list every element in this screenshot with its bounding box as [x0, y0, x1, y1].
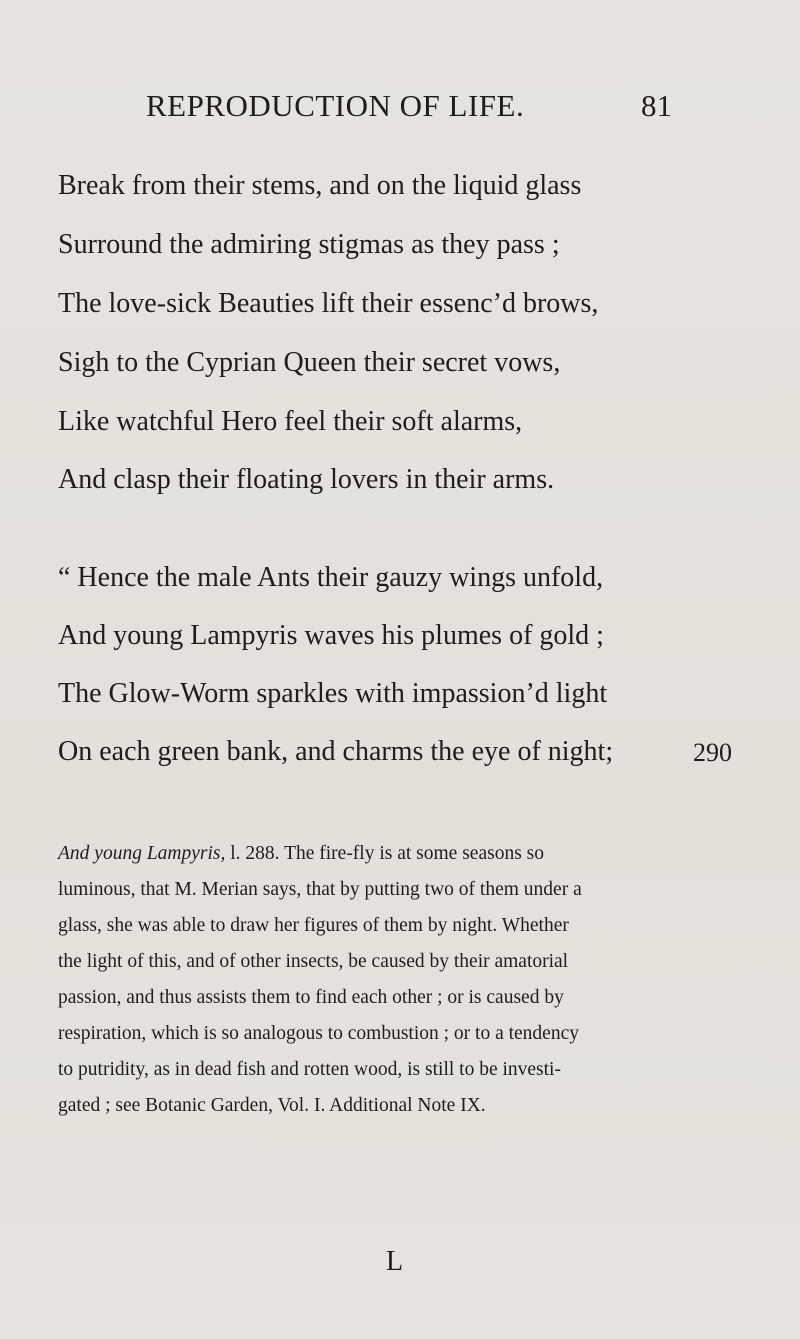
verse-line: And clasp their floating lovers in their arms.: [58, 464, 555, 495]
footnote-lemma: And young Lampyris,: [58, 843, 226, 864]
footnote-line-rest: l. 288. The fire-fly is at some seasons so: [225, 843, 545, 864]
footnote-line: [58, 842, 544, 866]
footnote-line: luminous, that M. Merian says, that by putting two of them under a: [58, 879, 582, 900]
running-head: [146, 88, 706, 128]
line-number: 290: [693, 738, 732, 767]
verse-line: And young Lampyris waves his plumes of gold ;: [58, 620, 604, 651]
footnote-line: passion, and thus assists them to find each other ; or is caused by: [58, 987, 564, 1008]
running-head-title: REPRODUCTION OF LIFE.: [146, 88, 525, 123]
verse-line: On each green bank, and charms the eye of night;: [58, 736, 614, 767]
verse-line: Like watchful Hero feel their soft alarms,: [58, 406, 523, 437]
verse-line: The love-sick Beauties lift their essenc’d brows,: [58, 288, 599, 319]
verse-line: Sigh to the Cyprian Queen their secret vows,: [58, 347, 561, 378]
page-number: 81: [641, 88, 672, 123]
footnote-line: respiration, which is so analogous to combustion ; or to a tendency: [58, 1023, 579, 1044]
verse-line: The Glow-Worm sparkles with impassion’d light: [58, 678, 608, 709]
footnote-line: gated ; see Botanic Garden, Vol. I. Additional Note IX.: [58, 1095, 486, 1116]
verse-line: Break from their stems, and on the liquid glass: [58, 170, 582, 201]
footnote-line: glass, she was able to draw her figures of them by night. Whether: [58, 915, 569, 936]
signature-mark: L: [386, 1246, 404, 1277]
verse-line: “ Hence the male Ants their gauzy wings unfold,: [58, 562, 604, 593]
footnote-line: the light of this, and of other insects, be caused by their amatorial: [58, 951, 569, 972]
footnote-line: to putridity, as in dead fish and rotten wood, is still to be investi-: [58, 1059, 561, 1080]
verse-line: Surround the admiring stigmas as they pass ;: [58, 229, 560, 260]
